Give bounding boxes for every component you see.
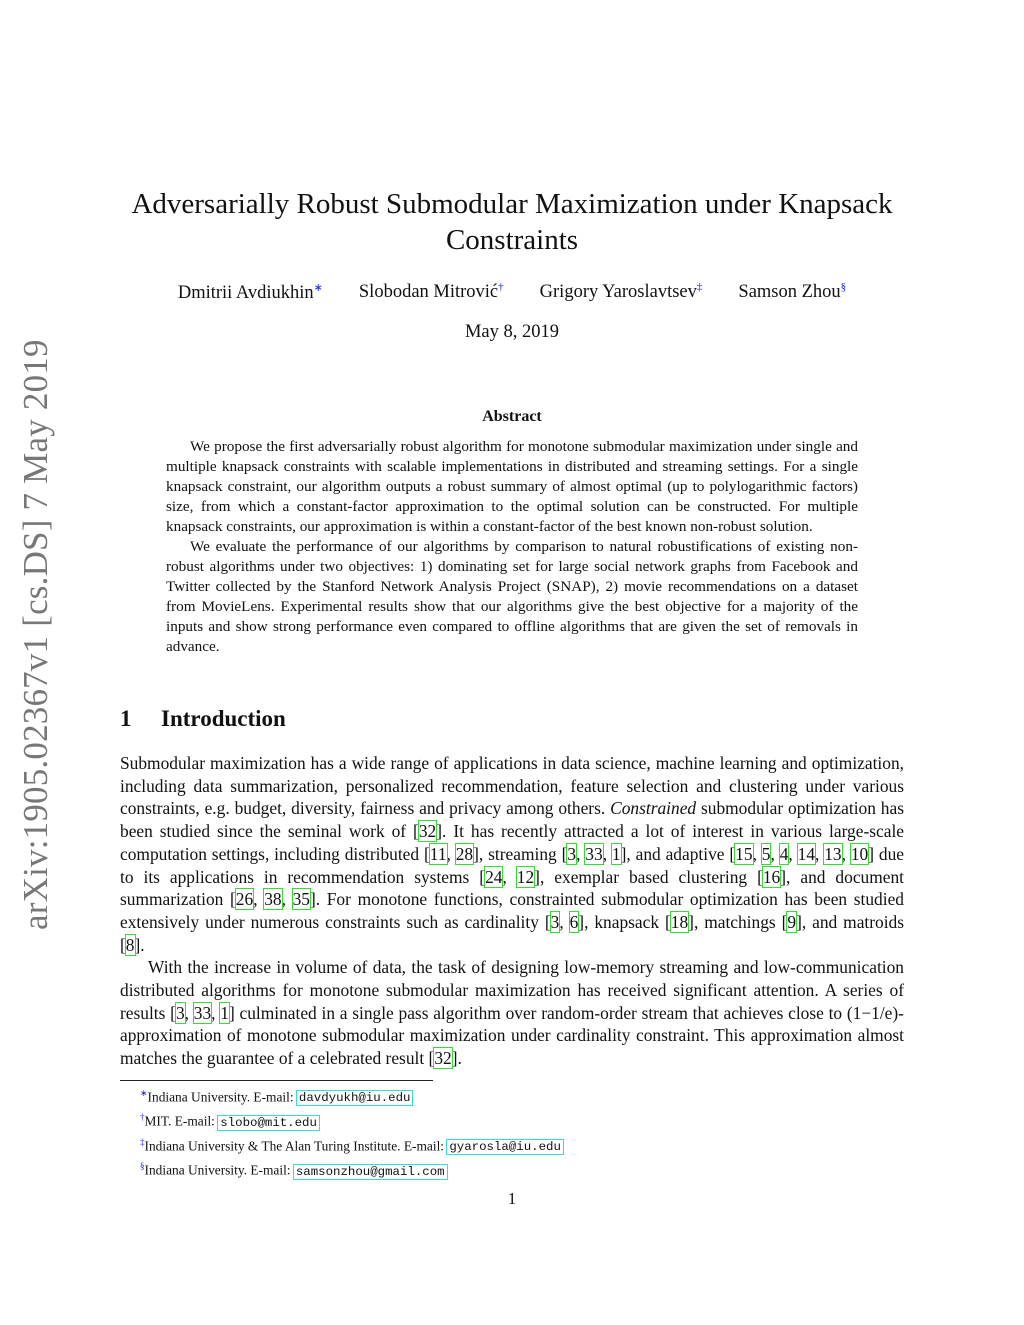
body-paragraph: With the increase in volume of data, the task of designing low-memory streaming and low-communication distributed algorithms for monotone submodular maximization has received significant attention. A series of results [3, 33, 1] culminated in a single pass algorithm over random-order stream that achieves close to (1−1/e)-approximation of monotone submodular maximization under cardinality constraint. This approximation almost matches the guarantee of a celebrated result [32]. [120, 957, 904, 1069]
abstract-paragraph: We propose the first adversarially robust algorithm for monotone submodular maximization under single and multiple knapsack constraints with scalable implementations in distributed and streaming settings. For a single knapsack constraint, our algorithm outputs a robust summary of almost optimal (up to polylogarithmic factors) size, from which a constant-factor approximation to the optimal solution can be constructed. For multiple knapsack constraints, our approximation is within a constant-factor of the best known non-robust solution. [166, 438, 858, 535]
email-link[interactable]: gyarosla@iu.edu [449, 1140, 561, 1155]
section-heading [120, 706, 904, 732]
footnote-mitrovic: †MIT. E-mail: slobo@mit.edu [140, 1112, 317, 1130]
citation-link[interactable]: 14 [797, 843, 816, 864]
footnote-avdiukhin: ∗Indiana University. E-mail: davdyukh@iu.edu [140, 1088, 411, 1106]
introduction-body [120, 752, 904, 1070]
citation-link[interactable]: 8 [125, 934, 135, 955]
citation-link[interactable]: 11 [429, 843, 447, 864]
citation-link[interactable]: 35 [292, 889, 310, 910]
citation-link[interactable]: 32 [434, 1048, 452, 1069]
citation-link[interactable]: 3 [175, 1002, 185, 1023]
citation-link[interactable]: 1 [611, 843, 621, 864]
citation-link[interactable]: 33 [585, 843, 603, 864]
citation-link[interactable]: 10 [850, 843, 869, 864]
footnote-mark[interactable]: ‡ [696, 281, 703, 293]
citation-link[interactable]: 18 [670, 911, 689, 932]
citation-link[interactable]: 4 [779, 843, 789, 864]
citation-link[interactable]: 5 [761, 843, 771, 864]
citation-link[interactable]: 32 [418, 821, 437, 842]
footnote-mark[interactable]: ∗ [313, 282, 323, 294]
footnote-yaroslavtsev: ‡Indiana University & The Alan Turing Institute. E-mail: gyarosla@iu.edu [140, 1136, 561, 1155]
abstract-paragraph: We evaluate the performance of our algorithms by comparison to natural robustifications of existing non-robust algorithms under two objectives: 1) dominating set for large social network graphs from Facebook and Twitter collected by the Stanford Network Analysis Project (SNAP), 2) movie recommendations on a dataset from MovieLens. Experimental results show that our algorithms give the best objective for a majority of the inputs and show strong performance even compared to offline algorithms that are given the set of removals in advance. [166, 538, 858, 655]
citation-link[interactable]: 38 [264, 889, 282, 910]
citation-link[interactable]: 6 [569, 911, 579, 932]
abstract-body [166, 437, 858, 657]
author-avdiukhin: Dmitrii Avdiukhin∗ [177, 282, 323, 304]
author-zhou: Samson Zhou§ [738, 281, 847, 303]
abstract-heading: Abstract [482, 408, 542, 425]
email-link[interactable]: slobo@mit.edu [220, 1115, 317, 1130]
paper-title: Adversarially Robust Submodular Maximization under Knapsack Constraints [131, 188, 893, 256]
citation-link[interactable]: 33 [193, 1002, 212, 1023]
citation-link[interactable]: 13 [824, 843, 842, 864]
section-number: 1 [120, 706, 132, 731]
citation-link[interactable]: 12 [516, 866, 535, 887]
body-paragraph: Submodular maximization has a wide range of applications in data science, machine learning and optimization, including data summarization, personalized recommendation, feature selection and clustering under various constraints, e.g. budget, diversity, fairness and privacy among others. Constrained submodular optimization has been studied since the seminal work of [32]. It has recently attracted a lot of interest in various large-scale computation settings, including distributed [11, 28], streaming [3, 33, 1], and adaptive [15, 5, 4, 14, 13, 10] due to its applications in recommendation systems [24, 12], exemplar based clustering [16], and document summarization [26, 38, 35]. For monotone functions, constrainted submodular optimization has been studied extensively under numerous constraints such as cardinality [3, 6], knapsack [18], matchings [9], and matroids [8]. [120, 753, 905, 955]
citation-link[interactable]: 3 [567, 843, 577, 864]
page-number: 1 [507, 1189, 517, 1208]
citation-link[interactable]: 28 [455, 843, 474, 864]
footnotes [140, 1084, 900, 1182]
citation-link[interactable]: 9 [787, 911, 797, 932]
citation-link[interactable]: 15 [735, 843, 753, 864]
citation-link[interactable]: 24 [485, 866, 503, 887]
citation-link[interactable]: 26 [235, 889, 254, 910]
author-yaroslavtsev: Grigory Yaroslavtsev‡ [539, 281, 703, 303]
arxiv-identifier: arXiv:1905.02367v1 [cs.DS] 7 May 2019 [16, 339, 55, 930]
footnote-divider [120, 1080, 433, 1081]
footnote-mark[interactable]: † [498, 281, 504, 293]
footnote-mark[interactable]: § [840, 281, 847, 293]
publication-date: May 8, 2019 [464, 322, 560, 342]
section-title: Introduction [161, 706, 286, 731]
email-link[interactable]: davdyukh@iu.edu [298, 1091, 411, 1106]
citation-link[interactable]: 3 [550, 911, 560, 932]
author-list [120, 281, 904, 304]
citation-link[interactable]: 1 [220, 1002, 229, 1023]
footnote-zhou: §Indiana University. E-mail: samsonzhou@gmail.com [140, 1161, 445, 1179]
email-link[interactable]: samsonzhou@gmail.com [295, 1164, 445, 1179]
citation-link[interactable]: 16 [762, 866, 781, 887]
author-mitrovic: Slobodan Mitrović† [358, 281, 504, 303]
